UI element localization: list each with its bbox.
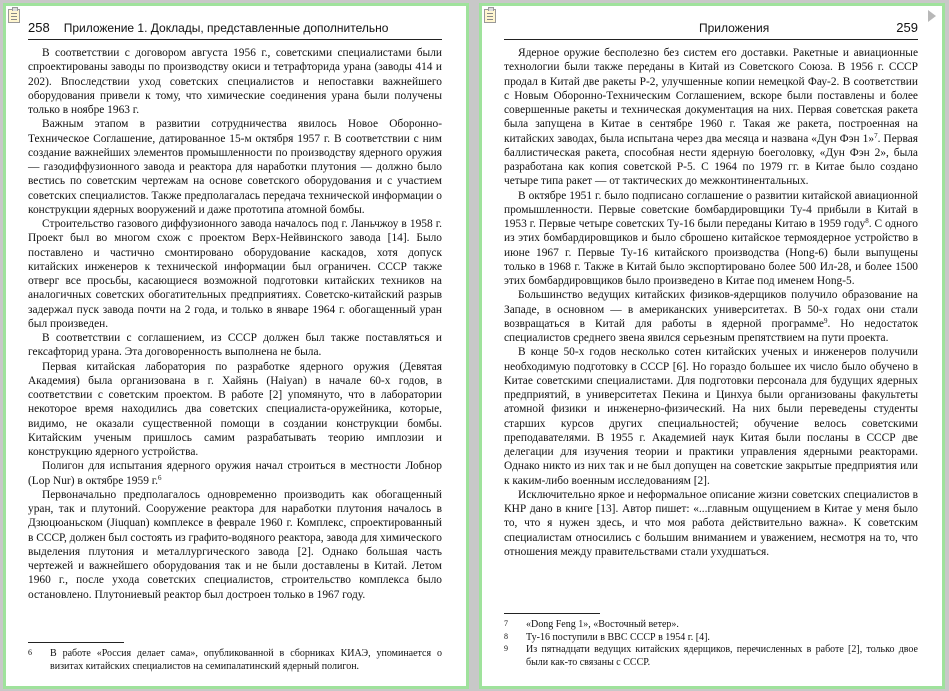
footnote [504, 632, 918, 645]
paragraph-text: Первая китайская лаборатория по разработке ядерного оружия (Девятая Академия) была организована в г. Хайянь (Haiyan) в начале 60-х годов, в соответствии с советским проектом. В работе [2] упомянуто, что в лаборатории некоторое время находились два советских специалиста-оружейника, которые, видимо, не оказали существенной помощи в создании конструкции бомбы. Китайским ученым пришлось самим разрабатывать теорию имплозии и конструкцию ядерного устройства. [28, 360, 442, 458]
paragraph [28, 217, 442, 331]
paragraph [28, 46, 442, 117]
footnote [504, 644, 918, 669]
footnote-number: 8 [504, 631, 508, 641]
paragraph-text: . Первая баллистическая ракета, способная нести ядерную боеголовку, «Дун Фэн 2», была разработана как копия советской Р-5. С 1964 по 1979 гг. в Китае было создано четыре типа ракет — от тактических до межконтинентальных. [504, 132, 918, 188]
footnote-marker: 6 [157, 473, 162, 482]
paragraph [28, 360, 442, 460]
footnote-rule [28, 642, 124, 643]
paragraph [28, 331, 442, 360]
left-page-number: 258 [28, 20, 50, 35]
paragraph [504, 488, 918, 559]
footnote-text: Из пятнадцати ведущих китайских ядерщиков, перечисленных в работе [2], только двое были как-то связаны с СССР. [526, 644, 918, 668]
next-page-arrow-icon[interactable] [928, 10, 936, 22]
left-body-text [28, 46, 442, 602]
footnote [28, 648, 442, 673]
paragraph-text: . Но недостаток специалистов среднего звена явился серьезным препятствием на пути проекта. [504, 317, 918, 344]
footnote-number: 6 [28, 648, 32, 657]
paragraph-text: Исключительно яркое и неформальное описание жизни советских специалистов в КНР дано в книге [13]. Автор пишет: «...главным ощущением в Китае у меня было то, что я нужен здесь, и что моя работа действительно важна». К советским специалистам относились с большим вниманием и уважением, несмотря на то, что отношения между правительствами стали ухудшаться. [504, 488, 918, 558]
paragraph-text: В конце 50-х годов несколько сотен китайских ученых и инженеров получили необходимую подготовку в СССР [6]. Но гораздо большее их число было обучено в Китае советскими специалистами. Для подготовки персонала для будущих ядерных предприятий, в университетах Пекина и Цинхуа были организованы факультеты атомной физики и инженерно-физический. На них были переведены студенты старших курсов других специальностей; обучение велось советскими преподавателями. В 1955 г. Академией наук Китая были посланы в СССР две делегации для изучения теории и практики управления ядерными реакторами. Однако никто из них так и не был допущен на советские закрытые предприятия или к каким-либо военным исследованиям [2]. [504, 346, 918, 487]
left-page [3, 3, 469, 689]
left-running-head-title: Приложение 1. Доклады, представленные дополнительно [63, 21, 389, 35]
paragraph [504, 46, 918, 189]
paragraph [504, 345, 918, 488]
footnote-number: 7 [504, 619, 508, 628]
page-note-icon[interactable] [8, 9, 20, 23]
right-page [479, 3, 945, 689]
paragraph-text: Первоначально предполагалось одновременно производить как обогащенный уран, так и плутоний. Сооружение реактора для наработки плутония началось в Дзюцюаньском (Jiuquan) комплексе в феврале 1960 г. Комплекс, спроектированный в СССР, должен был состоять из графито-водяного реактора, завода для химического выделения плутония и металлургического завода [2]. Однако большая часть чертежей и важнейшего оборудования так и не были доставлены в Китай. Летом 1960 г., после ухода советских специалистов, строительство комплекса было остановлено. Плутониевый реактор был достроен только в 1967 году. [28, 488, 442, 601]
footnote-marker: 8 [865, 217, 869, 225]
paragraph [504, 189, 918, 289]
paragraph [504, 288, 918, 345]
right-footnotes [504, 613, 918, 669]
paragraph [28, 117, 442, 217]
paragraph-text: Большинство ведущих китайских физиков-ядерщиков получило образование на Западе, в основном — в американских университетах. В 50-х годах они стали возвращаться в Китай для работы в ядерной программе [504, 289, 918, 330]
footnote-text: В работе «Россия делает сама», опубликованной в сборниках КИАЭ, упоминается о визитах китайских специалистов на семипалатинский ядерный полигон. [50, 648, 442, 672]
right-body-text [504, 46, 918, 559]
left-running-head [28, 16, 442, 40]
footnote-marker: 7 [874, 131, 878, 140]
paragraph-text: Важным этапом в развитии сотрудничества явилось Новое Оборонно-Техническое Соглашение, датированное 15-м октября 1957 г. В соответствии с ним создание важнейших элементов промышленности по производству ядерного оружия — газодиффузионного завода и реактора для наработки плутония — должно было вестись по советским чертежам на основе советского оборудования и с участием советских специалистов. Также предполагалась передача технической информации о конструкции ядерных вооружений и даже прототипа атомной бомбы. [28, 118, 442, 216]
right-running-head-title: Приложения [699, 21, 770, 35]
footnote-text: Ту-16 поступили в ВВС СССР в 1954 г. [4]. [526, 631, 710, 643]
paragraph-text: Строительство газового диффузионного завода началось под г. Ланьчжоу в 1958 г. Проект был во многом схож с проектом Верх-Нейвинского завода [14]. Было поставлено и частично смонтировано оборудование каскадов, хотя допуск китайских инженеров к технической информации был ограничен. СССР также отверг все просьбы, касающиеся возможной подготовки китайских техников на аналогичных советских обогатительных предприятиях. Советско-китайский разрыв задержал пуск завода почти на 2 года, и только в январе 1964 г. обогащенный уран был произведен. [28, 218, 442, 330]
paragraph [28, 459, 442, 488]
paragraph-text: . С одного из этих бомбардировщиков и было сброшено китайское термоядерное устройство в июне 1967 г. Первые Ту-16 китайского производства (Hong-6) были выпущены только в 1968 г. Также в Китай было экспортировано более 500 Ил-28, и более 1500 этих бомбардировщиков было произведено в Китае под именем Hong-5. [504, 218, 918, 287]
paragraph-text: Полигон для испытания ядерного оружия начал строиться в местности Лобнор (Lop Nur) в октябре 1959 г. [28, 460, 442, 487]
paragraph-text: В октябре 1951 г. было подписано соглашение о развитии китайской авиационной промышленности. Первые советские бомбардировщики Ту-4 прибыли в Китай в 1953 г. Первые четыре советских Ту-16 были переданы Китаю в 1959 году [504, 189, 918, 230]
paragraph-text: В соответствии с договором августа 1956 г., советскими специалистами были спроектированы заводы по производству окиси и тетрафторида урана (заводы 414 и 202). Впоследствии уход советских специалистов и непоставки важнейшего оборудования привели к тому, что химические соединения урана были получены только в ноябре 1963 г. [28, 47, 442, 116]
left-footnotes [28, 642, 442, 673]
page-note-icon[interactable] [484, 9, 496, 23]
footnote-rule [504, 613, 600, 614]
paragraph [28, 488, 442, 602]
footnote-number: 9 [504, 644, 508, 653]
right-running-head [504, 16, 918, 40]
paragraph-text: В соответствии с соглашением, из СССР должен был также поставляться и гексафторид урана. Эта договоренность выполнена не была. [28, 332, 442, 359]
right-page-number: 259 [896, 20, 918, 35]
footnote-text: «Dong Feng 1», «Восточный ветер». [526, 619, 679, 630]
footnote [504, 619, 918, 632]
footnote-marker: 9 [823, 316, 828, 325]
paragraph-text: Ядерное оружие бесполезно без систем его доставки. Ракетные и авиационные технологии были также переданы в Китай из Советского Союза. В 1956 г. СССР продал в Китай две ракеты Р-2, улучшенные копии немецкой Фау-2. В соответствии с Новым Оборонно-Техническим Соглашением, вскоре были поставлены и более совершенные ракеты и техническая документация на них. Первая советская ракета была запущена в Китае в сентябре 1960 г. Такая же ракета, построенная на китайских заводах, была испытана через два месяца и названа «Дун Фэн 1» [504, 47, 918, 145]
